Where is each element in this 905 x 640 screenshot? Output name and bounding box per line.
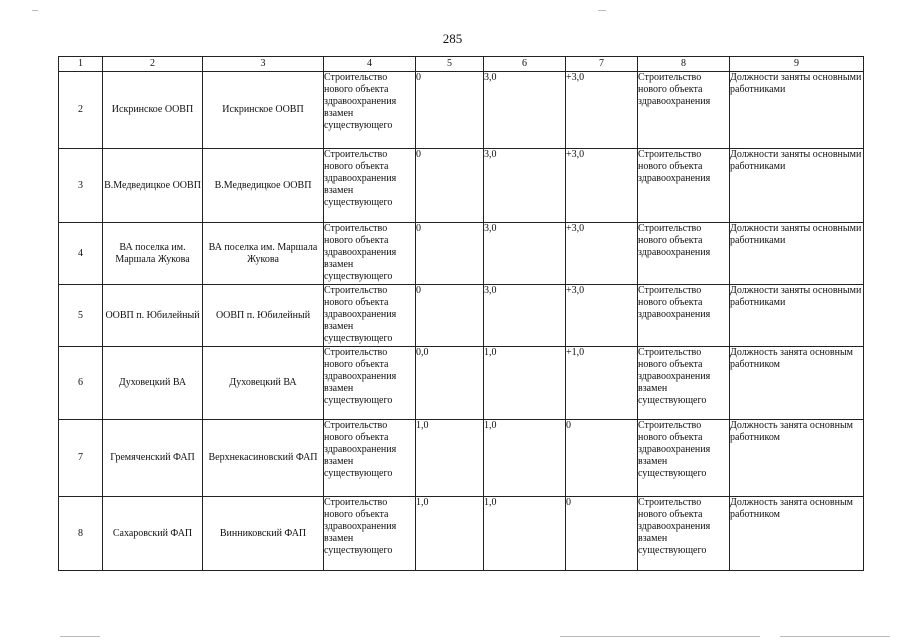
table-cell: 3,0 bbox=[484, 223, 566, 285]
table-cell: Верхнекасиновский ФАП bbox=[203, 420, 324, 497]
table-row bbox=[59, 420, 864, 497]
table-header-cell: 2 bbox=[103, 57, 203, 72]
table-cell: ВА поселка им. Маршала Жукова bbox=[103, 223, 203, 285]
scan-artifact bbox=[598, 10, 606, 11]
table-cell: Винниковский ФАП bbox=[203, 497, 324, 571]
table-header-cell: 7 bbox=[566, 57, 638, 72]
table-cell: Должность занята основным работником bbox=[730, 497, 864, 571]
table-cell: 5 bbox=[59, 285, 103, 347]
table-row bbox=[59, 223, 864, 285]
table-cell: 3 bbox=[59, 149, 103, 223]
table-cell: Строительство нового объекта здравоохранения взамен существующего bbox=[324, 420, 416, 497]
table-row bbox=[59, 285, 864, 347]
table-cell: 2 bbox=[59, 72, 103, 149]
table-header-cell: 6 bbox=[484, 57, 566, 72]
table-cell: Строительство нового объекта здравоохранения взамен существующего bbox=[324, 285, 416, 347]
table-cell: 1,0 bbox=[484, 497, 566, 571]
table-cell: 1,0 bbox=[484, 347, 566, 420]
table-cell: 0 bbox=[566, 420, 638, 497]
table-cell: 1,0 bbox=[416, 497, 484, 571]
table-cell: Строительство нового объекта здравоохранения взамен существующего bbox=[324, 497, 416, 571]
table-cell: 3,0 bbox=[484, 285, 566, 347]
table-cell: Должность занята основным работником bbox=[730, 347, 864, 420]
table-row bbox=[59, 149, 864, 223]
scan-artifact bbox=[560, 636, 760, 637]
table-cell: +1,0 bbox=[566, 347, 638, 420]
table-cell: 0,0 bbox=[416, 347, 484, 420]
table-cell: ООВП п. Юбилейный bbox=[203, 285, 324, 347]
table-cell: +3,0 bbox=[566, 149, 638, 223]
table-cell: 1,0 bbox=[484, 420, 566, 497]
table-cell: 0 bbox=[416, 285, 484, 347]
table-cell: ООВП п. Юбилейный bbox=[103, 285, 203, 347]
table-cell: Духовецкий ВА bbox=[103, 347, 203, 420]
table-cell: Искринское ООВП bbox=[203, 72, 324, 149]
table-header-cell: 9 bbox=[730, 57, 864, 72]
table-cell: Сахаровский ФАП bbox=[103, 497, 203, 571]
table-cell: Должности заняты основными работниками bbox=[730, 149, 864, 223]
table-row bbox=[59, 72, 864, 149]
scan-artifact bbox=[780, 636, 890, 637]
table-header-cell: 1 bbox=[59, 57, 103, 72]
table-cell: Строительство нового объекта здравоохранения взамен существующего bbox=[324, 347, 416, 420]
page-number: 285 bbox=[442, 31, 463, 46]
scan-artifact bbox=[60, 636, 100, 637]
table-cell: Строительство нового объекта здравоохранения взамен существующего bbox=[638, 497, 730, 571]
table-cell: Строительство нового объекта здравоохранения bbox=[638, 223, 730, 285]
table-cell: 4 bbox=[59, 223, 103, 285]
table-cell: +3,0 bbox=[566, 223, 638, 285]
table-cell: +3,0 bbox=[566, 285, 638, 347]
table-cell: 0 bbox=[416, 72, 484, 149]
table-cell: 7 bbox=[59, 420, 103, 497]
table-cell: +3,0 bbox=[566, 72, 638, 149]
table-header-row bbox=[59, 57, 864, 72]
table-cell: 3,0 bbox=[484, 72, 566, 149]
table-header-cell: 5 bbox=[416, 57, 484, 72]
table-cell: Строительство нового объекта здравоохранения bbox=[638, 72, 730, 149]
table-cell: 0 bbox=[416, 149, 484, 223]
table-cell: Должности заняты основными работниками bbox=[730, 285, 864, 347]
table-row bbox=[59, 347, 864, 420]
table-cell: Должности заняты основными работниками bbox=[730, 72, 864, 149]
table-cell: 3,0 bbox=[484, 149, 566, 223]
table-cell: 6 bbox=[59, 347, 103, 420]
table-cell: Строительство нового объекта здравоохранения взамен существующего bbox=[638, 420, 730, 497]
table-cell: Строительство нового объекта здравоохранения bbox=[638, 149, 730, 223]
table-cell: ВА поселка им. Маршала Жукова bbox=[203, 223, 324, 285]
table-cell: Искринское ООВП bbox=[103, 72, 203, 149]
table-cell: Строительство нового объекта здравоохранения bbox=[638, 285, 730, 347]
table-row bbox=[59, 497, 864, 571]
table-cell: В.Медведицкое ООВП bbox=[103, 149, 203, 223]
table-cell: 0 bbox=[566, 497, 638, 571]
table-cell: 0 bbox=[416, 223, 484, 285]
document-table bbox=[58, 56, 864, 571]
table-cell: Гремяченский ФАП bbox=[103, 420, 203, 497]
table-header-cell: 8 bbox=[638, 57, 730, 72]
table-header-cell: 4 bbox=[324, 57, 416, 72]
table-cell: В.Медведицкое ООВП bbox=[203, 149, 324, 223]
table-cell: Должность занята основным работником bbox=[730, 420, 864, 497]
table-header-cell: 3 bbox=[203, 57, 324, 72]
table-cell: Строительство нового объекта здравоохранения взамен существующего bbox=[324, 149, 416, 223]
table-cell: Строительство нового объекта здравоохранения взамен существующего bbox=[324, 72, 416, 149]
table-cell: Строительство нового объекта здравоохранения взамен существующего bbox=[638, 347, 730, 420]
table-cell: Духовецкий ВА bbox=[203, 347, 324, 420]
table-cell: 1,0 bbox=[416, 420, 484, 497]
table-cell: Строительство нового объекта здравоохранения взамен существующего bbox=[324, 223, 416, 285]
table-cell: 8 bbox=[59, 497, 103, 571]
scan-artifact bbox=[32, 10, 38, 11]
table-cell: Должности заняты основными работниками bbox=[730, 223, 864, 285]
